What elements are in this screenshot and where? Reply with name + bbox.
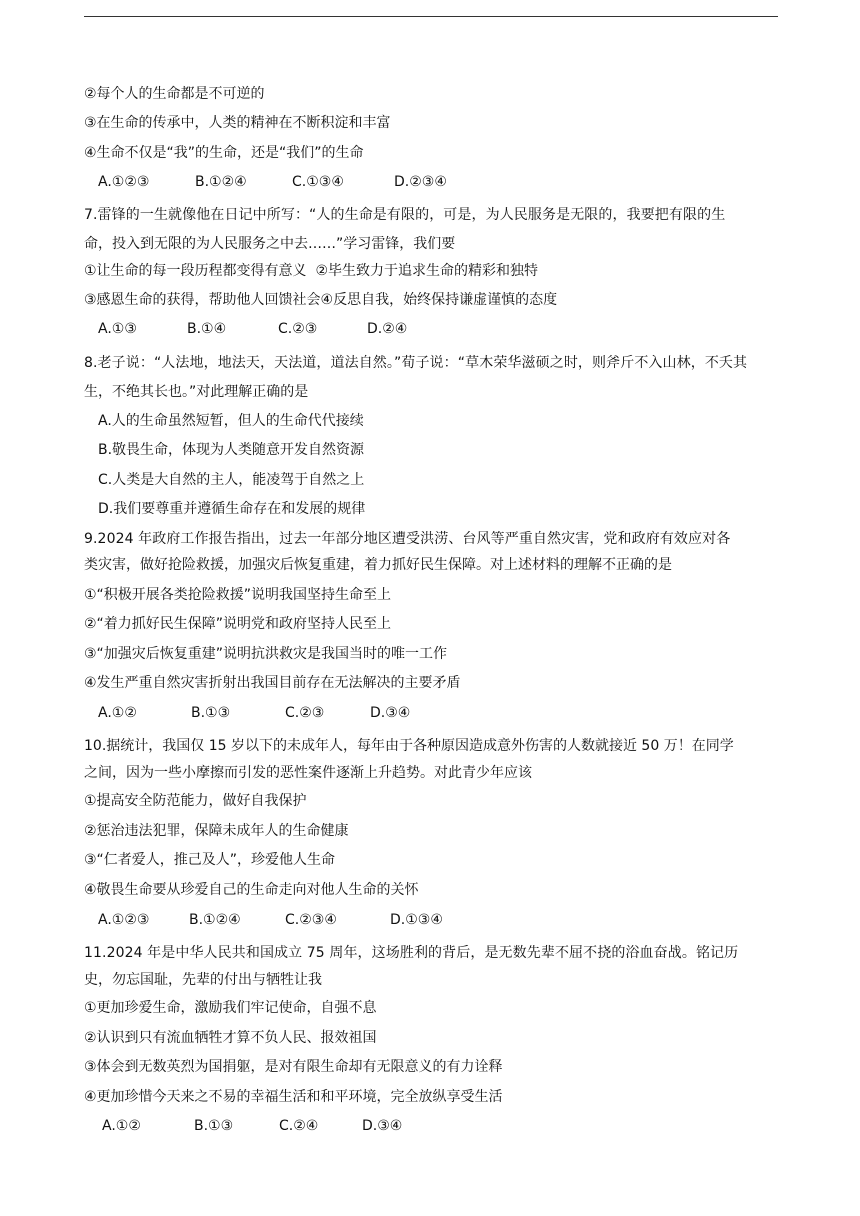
q8-stem-line-1: 8.老子说：“人法地，地法天，天法道，道法自然。”荀子说：“草木荣华滋硕之时，则斧斤不入山林，不夭其 [84, 355, 748, 371]
q10-option-d: D.①③④ [390, 912, 443, 928]
q11-statement-4: ④更加珍惜今天来之不易的幸福生活和和平环境，完全放纵享受生活 [84, 1089, 503, 1105]
q7-option-c: C.②③ [278, 321, 318, 337]
q10-statement-3: ③“仁者爱人，推己及人”，珍爱他人生命 [84, 852, 336, 868]
header-rule [84, 16, 778, 17]
q9-option-c: C.②③ [285, 705, 325, 721]
q6-statement-2: ②每个人的生命都是不可逆的 [84, 86, 265, 102]
q7-statements-3-4: ③感恩生命的获得，帮助他人回馈社会④反思自我，始终保持谦虚谨慎的态度 [84, 292, 558, 308]
q7-option-b: B.①④ [187, 321, 227, 337]
q11-stem-line-2: 史，勿忘国耻，先辈的付出与牺牲让我 [84, 972, 322, 988]
q11-stem-line-1: 11.2024 年是中华人民共和国成立 75 周年，这场胜利的背后，是无数先辈不屈不挠的浴血奋战。铭记历 [84, 945, 739, 961]
q6-option-c: C.①③④ [292, 174, 344, 190]
q8-option-c: C.人类是大自然的主人，能凌驾于自然之上 [98, 472, 365, 488]
q7-option-d: D.②④ [367, 321, 408, 337]
q10-option-b: B.①②④ [189, 912, 241, 928]
q9-option-a: A.①② [98, 705, 137, 721]
q9-statement-4: ④发生严重自然灾害折射出我国目前存在无法解决的主要矛盾 [84, 675, 461, 691]
q10-statement-2: ②惩治违法犯罪，保障未成年人的生命健康 [84, 823, 349, 839]
q9-statement-1: ①“积极开展各类抢险救援”说明我国坚持生命至上 [84, 587, 392, 603]
q6-option-a: A.①②③ [98, 174, 150, 190]
q10-stem-line-2: 之间，因为一些小摩擦而引发的恶性案件逐渐上升趋势。对此青少年应该 [84, 765, 532, 781]
q8-stem-line-2: 生，不绝其长也。”对此理解正确的是 [84, 384, 309, 400]
q11-statement-1: ①更加珍爱生命，激励我们牢记使命，自强不息 [84, 1000, 377, 1016]
q9-stem-line-1: 9.2024 年政府工作报告指出，过去一年部分地区遭受洪涝、台风等严重自然灾害，党和政府有效应对各 [84, 531, 731, 547]
q9-stem-line-2: 类灾害，做好抢险救援，加强灾后恢复重建，着力抓好民生保障。对上述材料的理解不正确的是 [84, 557, 672, 573]
q9-statement-3: ③“加强灾后恢复重建”说明抗洪救灾是我国当时的唯一工作 [84, 646, 448, 662]
q10-option-a: A.①②③ [98, 912, 150, 928]
q7-statements-1-2: ①让生命的每一段历程都变得有意义 ②毕生致力于追求生命的精彩和独特 [84, 263, 539, 279]
q6-option-b: B.①②④ [195, 174, 247, 190]
q9-option-d: D.③④ [370, 705, 411, 721]
q6-option-d: D.②③④ [394, 174, 447, 190]
q11-statement-3: ③体会到无数英烈为国捐躯，是对有限生命却有无限意义的有力诠释 [84, 1059, 503, 1075]
q9-option-b: B.①③ [191, 705, 231, 721]
q7-option-a: A.①③ [98, 321, 137, 337]
q11-option-a: A.①② [102, 1118, 141, 1134]
q10-stem-line-1: 10.据统计，我国仅 15 岁以下的未成年人，每年由于各种原因造成意外伤害的人数就接近 50 万！在同学 [84, 738, 734, 754]
q6-statement-4: ④生命不仅是“我”的生命，还是“我们”的生命 [84, 145, 364, 161]
q11-statement-2: ②认识到只有流血牺牲才算不负人民、报效祖国 [84, 1030, 377, 1046]
q8-option-a: A.人的生命虽然短暂，但人的生命代代接续 [98, 413, 364, 429]
q9-statement-2: ②“着力抓好民生保障”说明党和政府坚持人民至上 [84, 616, 392, 632]
q11-option-c: C.②④ [279, 1118, 319, 1134]
q7-stem-line-2: 命，投入到无限的为人民服务之中去……”学习雷锋，我们要 [84, 236, 456, 252]
q7-stem-line-1: 7.雷锋的一生就像他在日记中所写：“人的生命是有限的，可是，为人民服务是无限的，我要把有限的生 [84, 207, 726, 223]
q8-option-b: B.敬畏生命，体现为人类随意开发自然资源 [98, 442, 365, 458]
q10-option-c: C.②③④ [285, 912, 337, 928]
q6-statement-3: ③在生命的传承中，人类的精神在不断积淀和丰富 [84, 115, 391, 131]
q10-statement-4: ④敬畏生命要从珍爱自己的生命走向对他人生命的关怀 [84, 882, 419, 898]
q10-statement-1: ①提高安全防范能力，做好自我保护 [84, 793, 307, 809]
q11-option-d: D.③④ [362, 1118, 403, 1134]
q8-option-d: D.我们要尊重并遵循生命存在和发展的规律 [98, 501, 366, 517]
q11-option-b: B.①③ [194, 1118, 234, 1134]
